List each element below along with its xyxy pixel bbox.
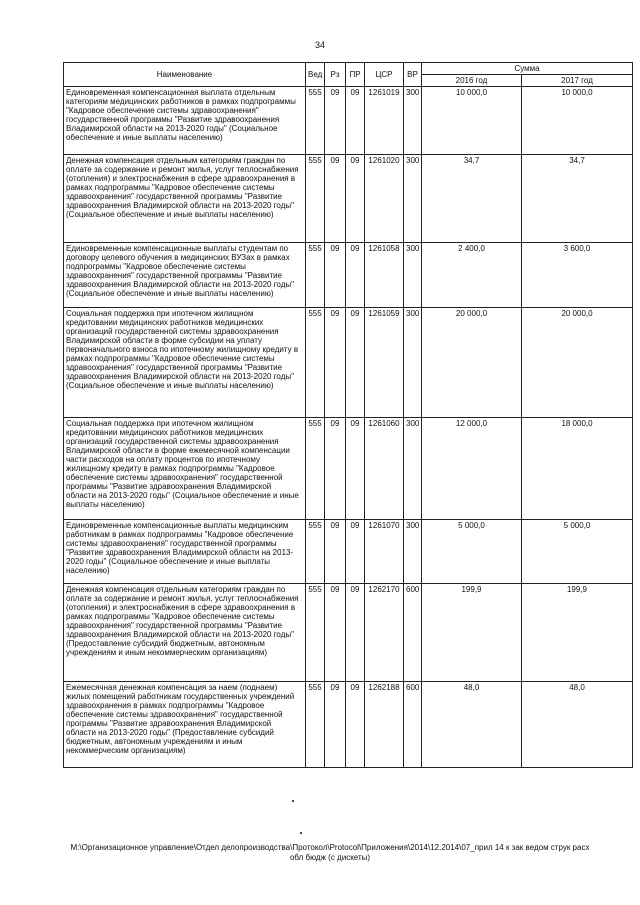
row-vr: 600 [404, 682, 422, 768]
table-row [64, 682, 633, 768]
row-pr: 09 [346, 155, 365, 243]
row-sum-2016: 10 000,0 [422, 87, 522, 155]
row-name: Единовременная компенсационная выплата отдельным категориям медицинских работников в рамках подпрограммы "Кадровое обеспечение системы здравоохранения" государственной программы "Развитие здравоохранения Владимирской области на 2013-2020 годы" (Социальное обеспечение и иные выплаты населению) [64, 87, 306, 155]
row-sum-2017: 18 000,0 [522, 418, 633, 520]
row-rz: 09 [325, 418, 346, 520]
row-pr: 09 [346, 87, 365, 155]
table-row [64, 584, 633, 682]
row-sum-2017: 48,0 [522, 682, 633, 768]
row-csr: 1261058 [365, 243, 404, 308]
row-sum-2016: 5 000,0 [422, 520, 522, 584]
row-csr: 1261020 [365, 155, 404, 243]
row-name: Социальная поддержка при ипотечном жилищном кредитовании медицинских работников медицинских организаций государственной системы здравоохранения Владимирской области в форме субсидии на уплату первоначального взноса по ипотечному жилищному кредиту в рамках подпрограммы "Кадровое обеспечение системы здравоохранения" государственной программы "Развитие здравоохранения Владимирской области на 2013-2020 годы" (Социальное обеспечение и иные выплаты населению) [64, 308, 306, 418]
row-ved: 555 [306, 520, 325, 584]
header-vr: ВР [404, 63, 422, 87]
row-ved: 555 [306, 87, 325, 155]
header-name: Наименование [64, 63, 306, 87]
row-csr: 1261059 [365, 308, 404, 418]
row-sum-2016: 48,0 [422, 682, 522, 768]
header-sum: Сумма [422, 63, 633, 75]
header-ved: Вед [306, 63, 325, 87]
row-rz: 09 [325, 155, 346, 243]
scan-speck [292, 800, 294, 802]
row-sum-2017: 3 600,0 [522, 243, 633, 308]
row-vr: 300 [404, 308, 422, 418]
row-vr: 300 [404, 155, 422, 243]
row-vr: 300 [404, 520, 422, 584]
header-csr: ЦСР [365, 63, 404, 87]
row-sum-2017: 10 000,0 [522, 87, 633, 155]
row-sum-2017: 5 000,0 [522, 520, 633, 584]
row-ved: 555 [306, 584, 325, 682]
budget-table [63, 62, 633, 768]
table-row [64, 308, 633, 418]
row-vr: 300 [404, 87, 422, 155]
row-csr: 1261019 [365, 87, 404, 155]
table-row [64, 520, 633, 584]
table-body [64, 87, 633, 768]
row-name: Денежная компенсация отдельным категориям граждан по оплате за содержание и ремонт жилья, услуг теплоснабжения (отопления) и электроснабжения в сфере здравоохранения в рамках подпрограммы "Кадровое обеспечение системы здравоохранения" государственной программы "Развитие здравоохранения Владимирской области на 2013-2020 годы" (Предоставление субсидий бюджетным, автономным учреждениям и иным некоммерческим организациям) [64, 584, 306, 682]
row-name: Денежная компенсация отдельным категориям граждан по оплате за содержание и ремонт жилья, услуг теплоснабжения (отопления) и электроснабжения в сфере здравоохранения в рамках подпрограммы "Кадровое обеспечение системы здравоохранения" государственной программы "Развитие здравоохранения Владимирской области на 2013-2020 годы" (Социальное обеспечение и иные выплаты населению) [64, 155, 306, 243]
header-rz: Рз [325, 63, 346, 87]
row-name: Единовременные компенсационные выплаты медицинским работникам в рамках подпрограммы "Кадровое обеспечение системы здравоохранения" государственной программы "Развитие здравоохранения Владимирской области на 2013-2020 годы" (Социальное обеспечение и иные выплаты населению) [64, 520, 306, 584]
row-name: Социальная поддержка при ипотечном жилищном кредитовании медицинских работников медицинских организаций государственной системы здравоохранения Владимирской области в форме ежемесячной компенсации части расходов на оплату процентов по ипотечному жилищному кредиту в рамках подпрограммы "Кадровое обеспечение системы здравоохранения" государственной программы "Развитие здравоохранения Владимирской области на 2013-2020 годы" (Социальное обеспечение и иные выплаты населению) [64, 418, 306, 520]
row-sum-2016: 2 400,0 [422, 243, 522, 308]
row-pr: 09 [346, 520, 365, 584]
row-csr: 1261060 [365, 418, 404, 520]
row-pr: 09 [346, 682, 365, 768]
table-header [64, 63, 633, 87]
row-sum-2016: 20 000,0 [422, 308, 522, 418]
row-sum-2017: 199,9 [522, 584, 633, 682]
row-csr: 1261070 [365, 520, 404, 584]
table-row [64, 87, 633, 155]
table-row [64, 155, 633, 243]
row-sum-2016: 34,7 [422, 155, 522, 243]
row-sum-2016: 199,9 [422, 584, 522, 682]
row-rz: 09 [325, 243, 346, 308]
row-pr: 09 [346, 243, 365, 308]
row-ved: 555 [306, 243, 325, 308]
row-rz: 09 [325, 682, 346, 768]
row-rz: 09 [325, 584, 346, 682]
row-vr: 600 [404, 584, 422, 682]
row-sum-2017: 20 000,0 [522, 308, 633, 418]
scan-speck [300, 832, 302, 834]
row-vr: 300 [404, 418, 422, 520]
table-row [64, 418, 633, 520]
row-pr: 09 [346, 308, 365, 418]
row-pr: 09 [346, 418, 365, 520]
row-vr: 300 [404, 243, 422, 308]
row-ved: 555 [306, 155, 325, 243]
row-rz: 09 [325, 87, 346, 155]
row-ved: 555 [306, 308, 325, 418]
row-ved: 555 [306, 682, 325, 768]
row-sum-2017: 34,7 [522, 155, 633, 243]
page-number: 34 [314, 40, 325, 50]
row-name: Ежемесячная денежная компенсация за наем (поднаем) жилых помещений работникам государственных учреждений здравоохранения в рамках подпрограммы "Кадровое обеспечение системы здравоохранения" государственной программы "Развитие здравоохранения Владимирской области на 2013-2020 годы" (Предоставление субсидий бюджетным, автономным учреждениям и иным некоммерческим организациям) [64, 682, 306, 768]
header-2016: 2016 год [422, 75, 522, 87]
file-path-footer: M:\Организационное управление\Отдел делопроизводства\Протокол\Protocol\Приложения\2014\12.2014\07_прил 14 к зак ведом струк расх обл бюдж (с дискеты) [70, 843, 590, 862]
table-row [64, 243, 633, 308]
row-pr: 09 [346, 584, 365, 682]
row-name: Единовременные компенсационные выплаты студентам по договору целевого обучения в медицинских ВУЗах в рамках подпрограммы "Кадровое обеспечение системы здравоохранения" государственной программы "Развитие здравоохранения Владимирской области на 2013-2020 годы" (Социальное обеспечение и иные выплаты населению) [64, 243, 306, 308]
header-pr: ПР [346, 63, 365, 87]
row-ved: 555 [306, 418, 325, 520]
row-rz: 09 [325, 308, 346, 418]
row-rz: 09 [325, 520, 346, 584]
row-csr: 1262170 [365, 584, 404, 682]
row-sum-2016: 12 000,0 [422, 418, 522, 520]
header-2017: 2017 год [522, 75, 633, 87]
row-csr: 1262188 [365, 682, 404, 768]
